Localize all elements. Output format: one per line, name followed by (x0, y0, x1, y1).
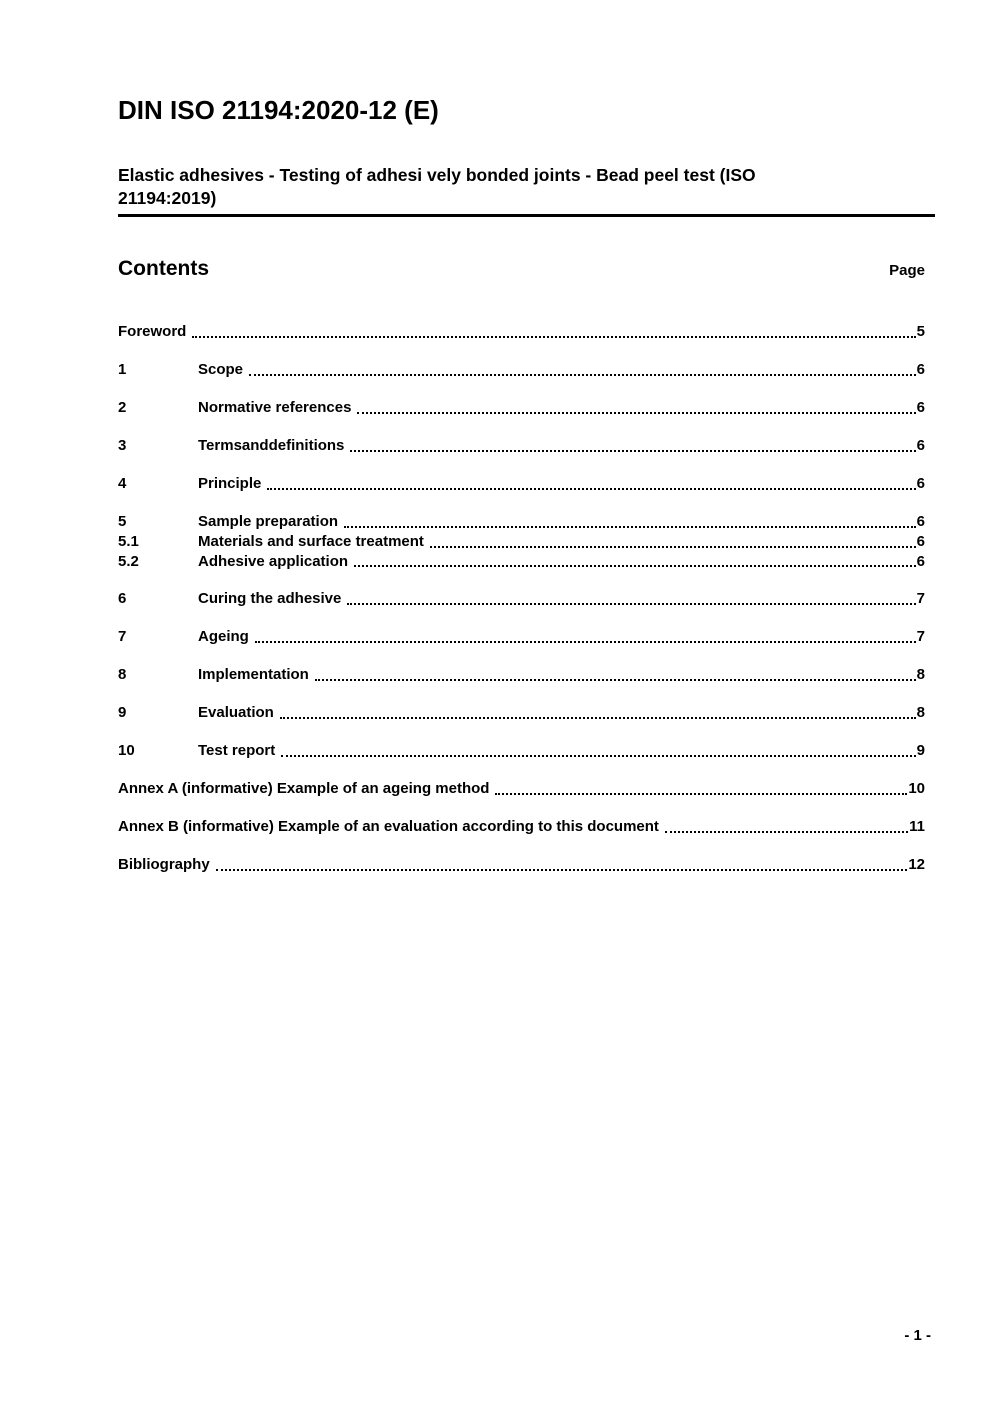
toc-entry-page[interactable]: 6 (916, 533, 925, 550)
toc-entry-title[interactable]: Materials and surface treatment (198, 533, 424, 550)
toc-row (118, 552, 925, 572)
toc-entry-title[interactable]: Ageing (198, 628, 249, 645)
toc-entry-number: 4 (118, 475, 127, 492)
document-subtitle (118, 164, 935, 217)
toc-row (118, 817, 925, 837)
toc-row (118, 779, 925, 799)
footer-page-number: - 1 - (904, 1327, 931, 1344)
toc-entry-title[interactable]: Annex A (informative) Example of an ageing method (118, 780, 490, 797)
toc-dot-leader (281, 741, 915, 757)
toc-entry-number: 9 (118, 704, 127, 721)
toc-entry-page[interactable]: 6 (916, 552, 925, 570)
toc-entry-title[interactable]: Termsanddefinitions (198, 437, 345, 454)
toc-entry-title[interactable]: Principle (198, 475, 262, 492)
toc-list (118, 322, 935, 875)
toc-entry-title[interactable]: Scope (198, 361, 244, 378)
toc-dot-leader (430, 532, 916, 548)
toc-entry-page[interactable]: 11 (909, 818, 925, 835)
toc-entry-title[interactable]: Test report (198, 742, 276, 759)
toc-entry-title[interactable]: Annex B (informative) Example of an evaluation according to this document (118, 818, 659, 835)
toc-dot-leader (216, 855, 908, 871)
toc-row (118, 436, 925, 456)
toc-dot-leader (280, 703, 916, 719)
toc-entry-title[interactable]: Normative references (198, 399, 352, 416)
toc-row (118, 360, 925, 380)
toc-entry-page[interactable]: 6 (916, 361, 925, 378)
toc-entry-number: 5 (118, 513, 127, 530)
toc-entry-number: 6 (118, 590, 127, 607)
toc-entry-page[interactable]: 7 (916, 590, 925, 607)
toc-row (118, 322, 925, 342)
toc-dot-leader (357, 398, 915, 414)
contents-heading: Contents (118, 257, 209, 280)
toc-entry-number: 7 (118, 628, 127, 645)
toc-entry-number: 2 (118, 399, 127, 416)
toc-entry-page[interactable]: 6 (916, 475, 925, 492)
toc-dot-leader (344, 512, 916, 528)
toc-row (118, 512, 925, 532)
contents-header-row (118, 257, 935, 281)
toc-dot-leader (354, 552, 916, 568)
toc-entry-page[interactable]: 5 (916, 323, 925, 340)
toc-row (118, 627, 925, 647)
document-subtitle-line1: Elastic adhesives - Testing of adhesi vely bonded joints - Bead peel test (ISO (118, 165, 756, 185)
toc-dot-leader (350, 436, 915, 452)
toc-entry-number: 1 (118, 361, 127, 378)
toc-entry-page[interactable]: 8 (916, 666, 925, 683)
toc-entry-number: 3 (118, 437, 127, 454)
toc-entry-page[interactable]: 6 (916, 437, 925, 454)
toc-entry-page[interactable]: 6 (916, 513, 925, 530)
toc-row (118, 398, 925, 418)
toc-dot-leader (255, 627, 916, 643)
toc-dot-leader (249, 360, 916, 376)
toc-row (118, 589, 925, 609)
toc-entry-page[interactable]: 8 (916, 704, 925, 721)
toc-entry-number: 8 (118, 666, 127, 683)
toc-entry-title[interactable]: Sample preparation (198, 513, 339, 530)
toc-entry-title[interactable]: Adhesive application (198, 552, 349, 570)
toc-entry-number: 10 (118, 742, 135, 759)
toc-dot-leader (495, 779, 907, 795)
toc-row (118, 665, 925, 685)
document-title: DIN ISO 21194:2020-12 (E) (118, 95, 439, 125)
toc-entry-page[interactable]: 9 (916, 742, 925, 759)
toc-dot-leader (192, 322, 915, 338)
toc-row (118, 855, 925, 875)
page-content (118, 0, 935, 875)
toc-row (118, 474, 925, 494)
document-subtitle-line2: 21194:2019) (118, 188, 217, 208)
toc-entry-title[interactable]: Implementation (198, 666, 309, 683)
toc-entry-page[interactable]: 12 (908, 856, 925, 873)
toc-entry-title[interactable]: Curing the adhesive (198, 590, 342, 607)
toc-dot-leader (315, 665, 916, 681)
toc-row (118, 532, 925, 552)
toc-entry-title[interactable]: Bibliography (118, 856, 210, 873)
toc-entry-title[interactable]: Evaluation (198, 704, 274, 721)
toc-entry-title[interactable]: Foreword (118, 323, 187, 340)
toc-entry-page[interactable]: 7 (916, 628, 925, 645)
toc-entry-number: 5.2 (118, 552, 139, 570)
toc-row (118, 703, 925, 723)
toc-entry-number: 5.1 (118, 533, 139, 550)
toc-dot-leader (665, 817, 908, 833)
toc-entry-page[interactable]: 10 (908, 780, 925, 797)
toc-entry-page[interactable]: 6 (916, 399, 925, 416)
toc-dot-leader (347, 589, 915, 605)
page-column-label: Page (889, 262, 925, 279)
toc-dot-leader (267, 474, 915, 490)
toc-row (118, 741, 925, 761)
